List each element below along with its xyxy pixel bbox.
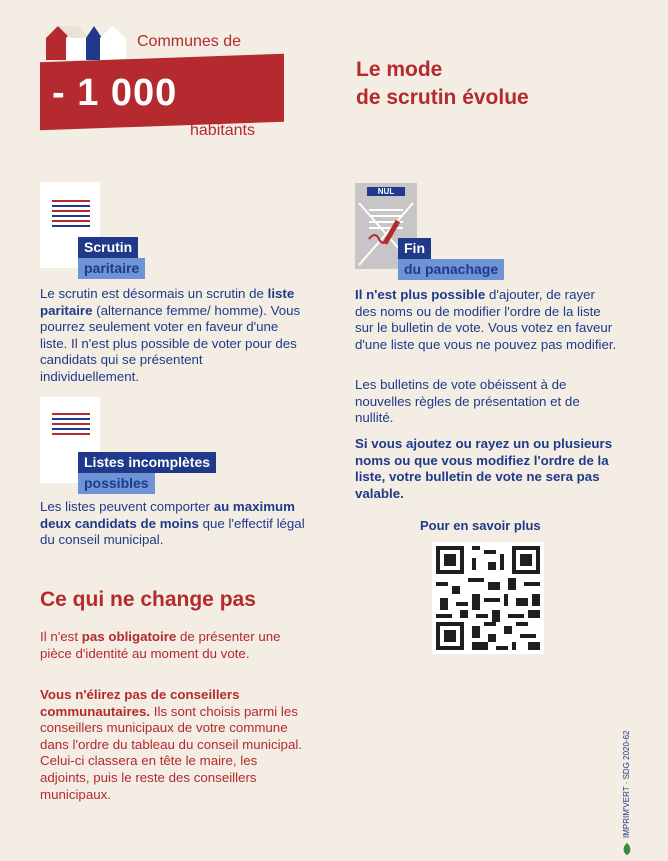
leaf-icon — [622, 842, 632, 854]
more-info-label: Pour en savoir plus — [420, 518, 541, 533]
minus-1000: - 1 000 — [52, 72, 178, 114]
tag-panachage — [398, 238, 504, 280]
tag-line: Listes incomplètes — [78, 452, 216, 473]
change-text-2: Vous n'élirez pas de conseillers communautaires. Ils sont choisis parmi les conseillers municipaux de votre commune dans l'ordre du tableau du conseil municipal. Celui-ci classera en tête le maire, les adjoints, puis le reste des conseillers municipaux. — [40, 687, 302, 802]
tag-line: du panachage — [398, 259, 504, 280]
house-red-icon — [46, 24, 90, 60]
tag-line: possibles — [78, 473, 155, 494]
change-text-1: Il n'est pas obligatoire de présenter une pièce d'identité au moment du vote. — [40, 629, 281, 661]
scrutin-text: Le scrutin est désormais un scrutin de liste paritaire (alternance femme/ homme). Vous pourrez seulement voter en faveur d'une liste. Il n'est plus possible de voter pour des candidats qui se présentent individuellement. — [40, 286, 301, 384]
house-blue-icon — [86, 24, 130, 60]
panachage-text-3: Si vous ajoutez ou rayez un ou plusieurs noms ou que vous modifiez l'ordre de la liste, votre bulletin de vote ne sera pas valable. — [355, 436, 613, 501]
tag-scrutin — [78, 237, 145, 279]
title-line-1: Le mode — [356, 58, 443, 81]
tag-line: Scrutin — [78, 237, 138, 258]
panachage-text-2: Les bulletins de vote obéissent à de nouvelles règles de présentation et de nullité. — [355, 377, 580, 426]
tag-line: paritaire — [78, 258, 145, 279]
habitants: habitants — [190, 122, 255, 139]
communes-de: Communes de — [137, 33, 242, 50]
page-title — [356, 56, 529, 112]
tag-listes — [78, 452, 216, 494]
tag-line: Fin — [398, 238, 431, 259]
section-heading-change: Ce qui ne change pas — [40, 588, 256, 611]
listes-text: Les listes peuvent comporter au maximum deux candidats de moins que l'effectif légal du conseil municipal. — [40, 499, 305, 548]
title-line-2: de scrutin évolue — [356, 86, 529, 109]
imprint-text: IMPRIM'VERT · SDG 2020-62 — [622, 730, 631, 838]
panachage-text-1: Il n'est plus possible d'ajouter, de rayer des noms ou de modifier l'ordre de la liste sur le bulletin de vote. Vous votez en faveur d'une liste que vous ne pouvez pas modifier. — [355, 287, 617, 352]
qr-code[interactable] — [432, 542, 544, 654]
nul-label: NUL — [367, 187, 405, 196]
